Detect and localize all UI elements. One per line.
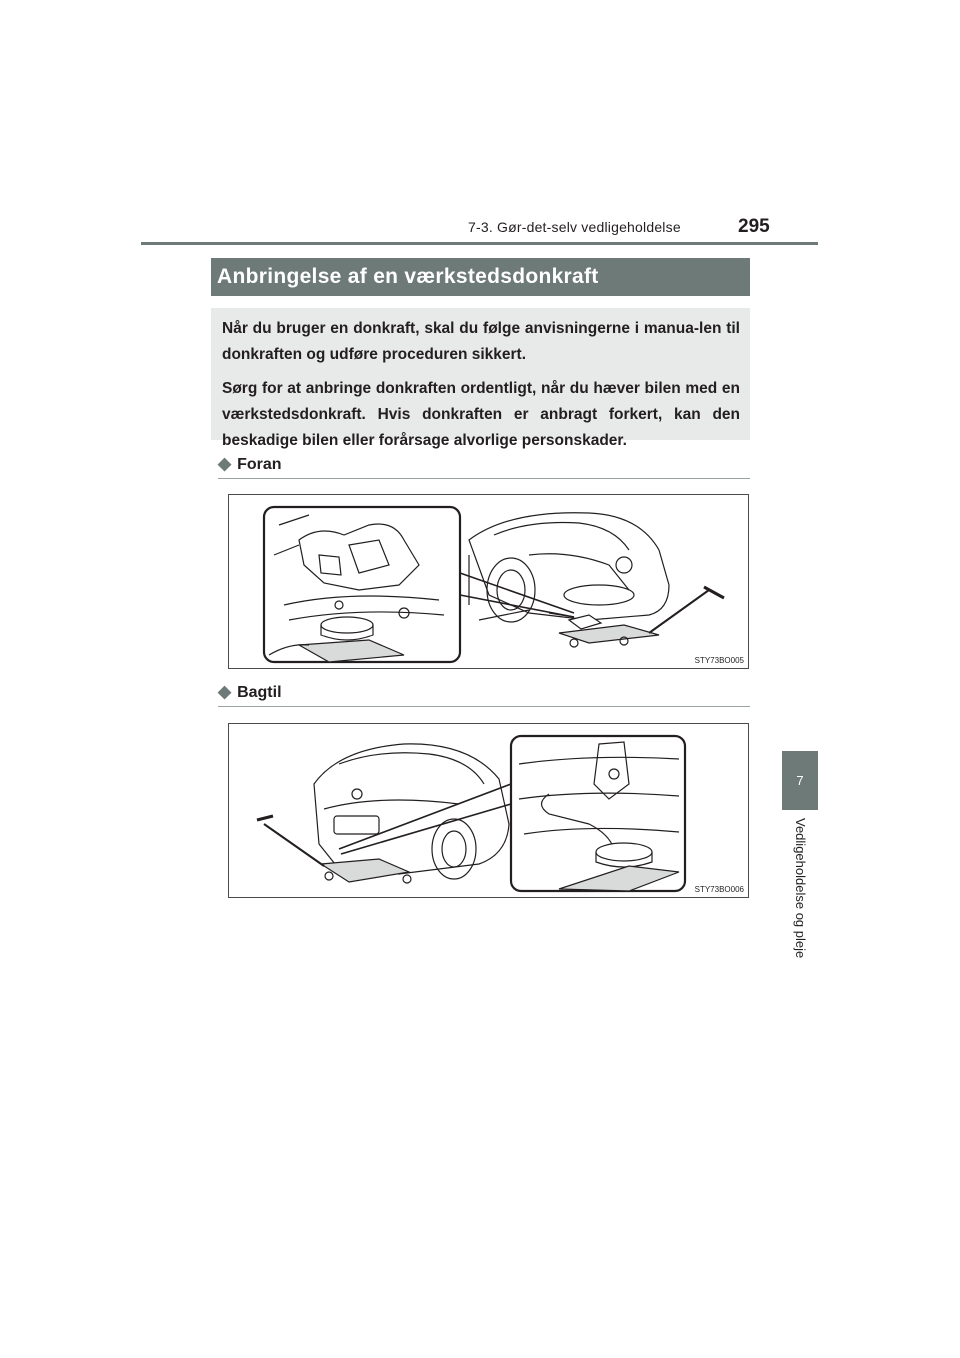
figure-rear-jack xyxy=(228,723,749,898)
figure-front-code: STY73BO005 xyxy=(694,656,744,665)
diamond-icon: ◆ xyxy=(218,682,232,701)
section-heading-rear xyxy=(218,682,750,707)
section-heading-front xyxy=(218,454,750,479)
figure-rear-code: STY73BO006 xyxy=(694,885,744,894)
intro-paragraph-2: Sørg for at anbringe donkraften ordentligt, når du hæver bilen med en værkstedsdonkraft. Hvis donkraften er anbragt forkert, kan den beskadige bilen eller forårsage alvorlige personskader. xyxy=(222,380,740,449)
page-number: 295 xyxy=(738,216,770,237)
section-heading-rear-label: Bagtil xyxy=(237,684,282,701)
header-section-title: 7-3. Gør-det-selv vedligeholdelse xyxy=(468,219,681,235)
rear-jack-illustration xyxy=(229,724,750,899)
page-title: Anbringelse af en værkstedsdonkraft xyxy=(211,258,750,296)
front-jack-illustration xyxy=(229,495,750,670)
intro-box xyxy=(211,308,750,449)
chapter-tab[interactable]: 7 xyxy=(782,751,818,810)
section-heading-front-label: Foran xyxy=(237,456,282,473)
diamond-icon: ◆ xyxy=(218,454,232,473)
chapter-side-label-text: Vedligeholdelse og pleje xyxy=(793,818,808,959)
figure-front-jack xyxy=(228,494,749,669)
header-rule xyxy=(141,242,818,245)
intro-paragraph-1: Når du bruger en donkraft, skal du følge anvisningerne i manua-len til donkraften og udføre proceduren sikkert. xyxy=(222,320,740,363)
